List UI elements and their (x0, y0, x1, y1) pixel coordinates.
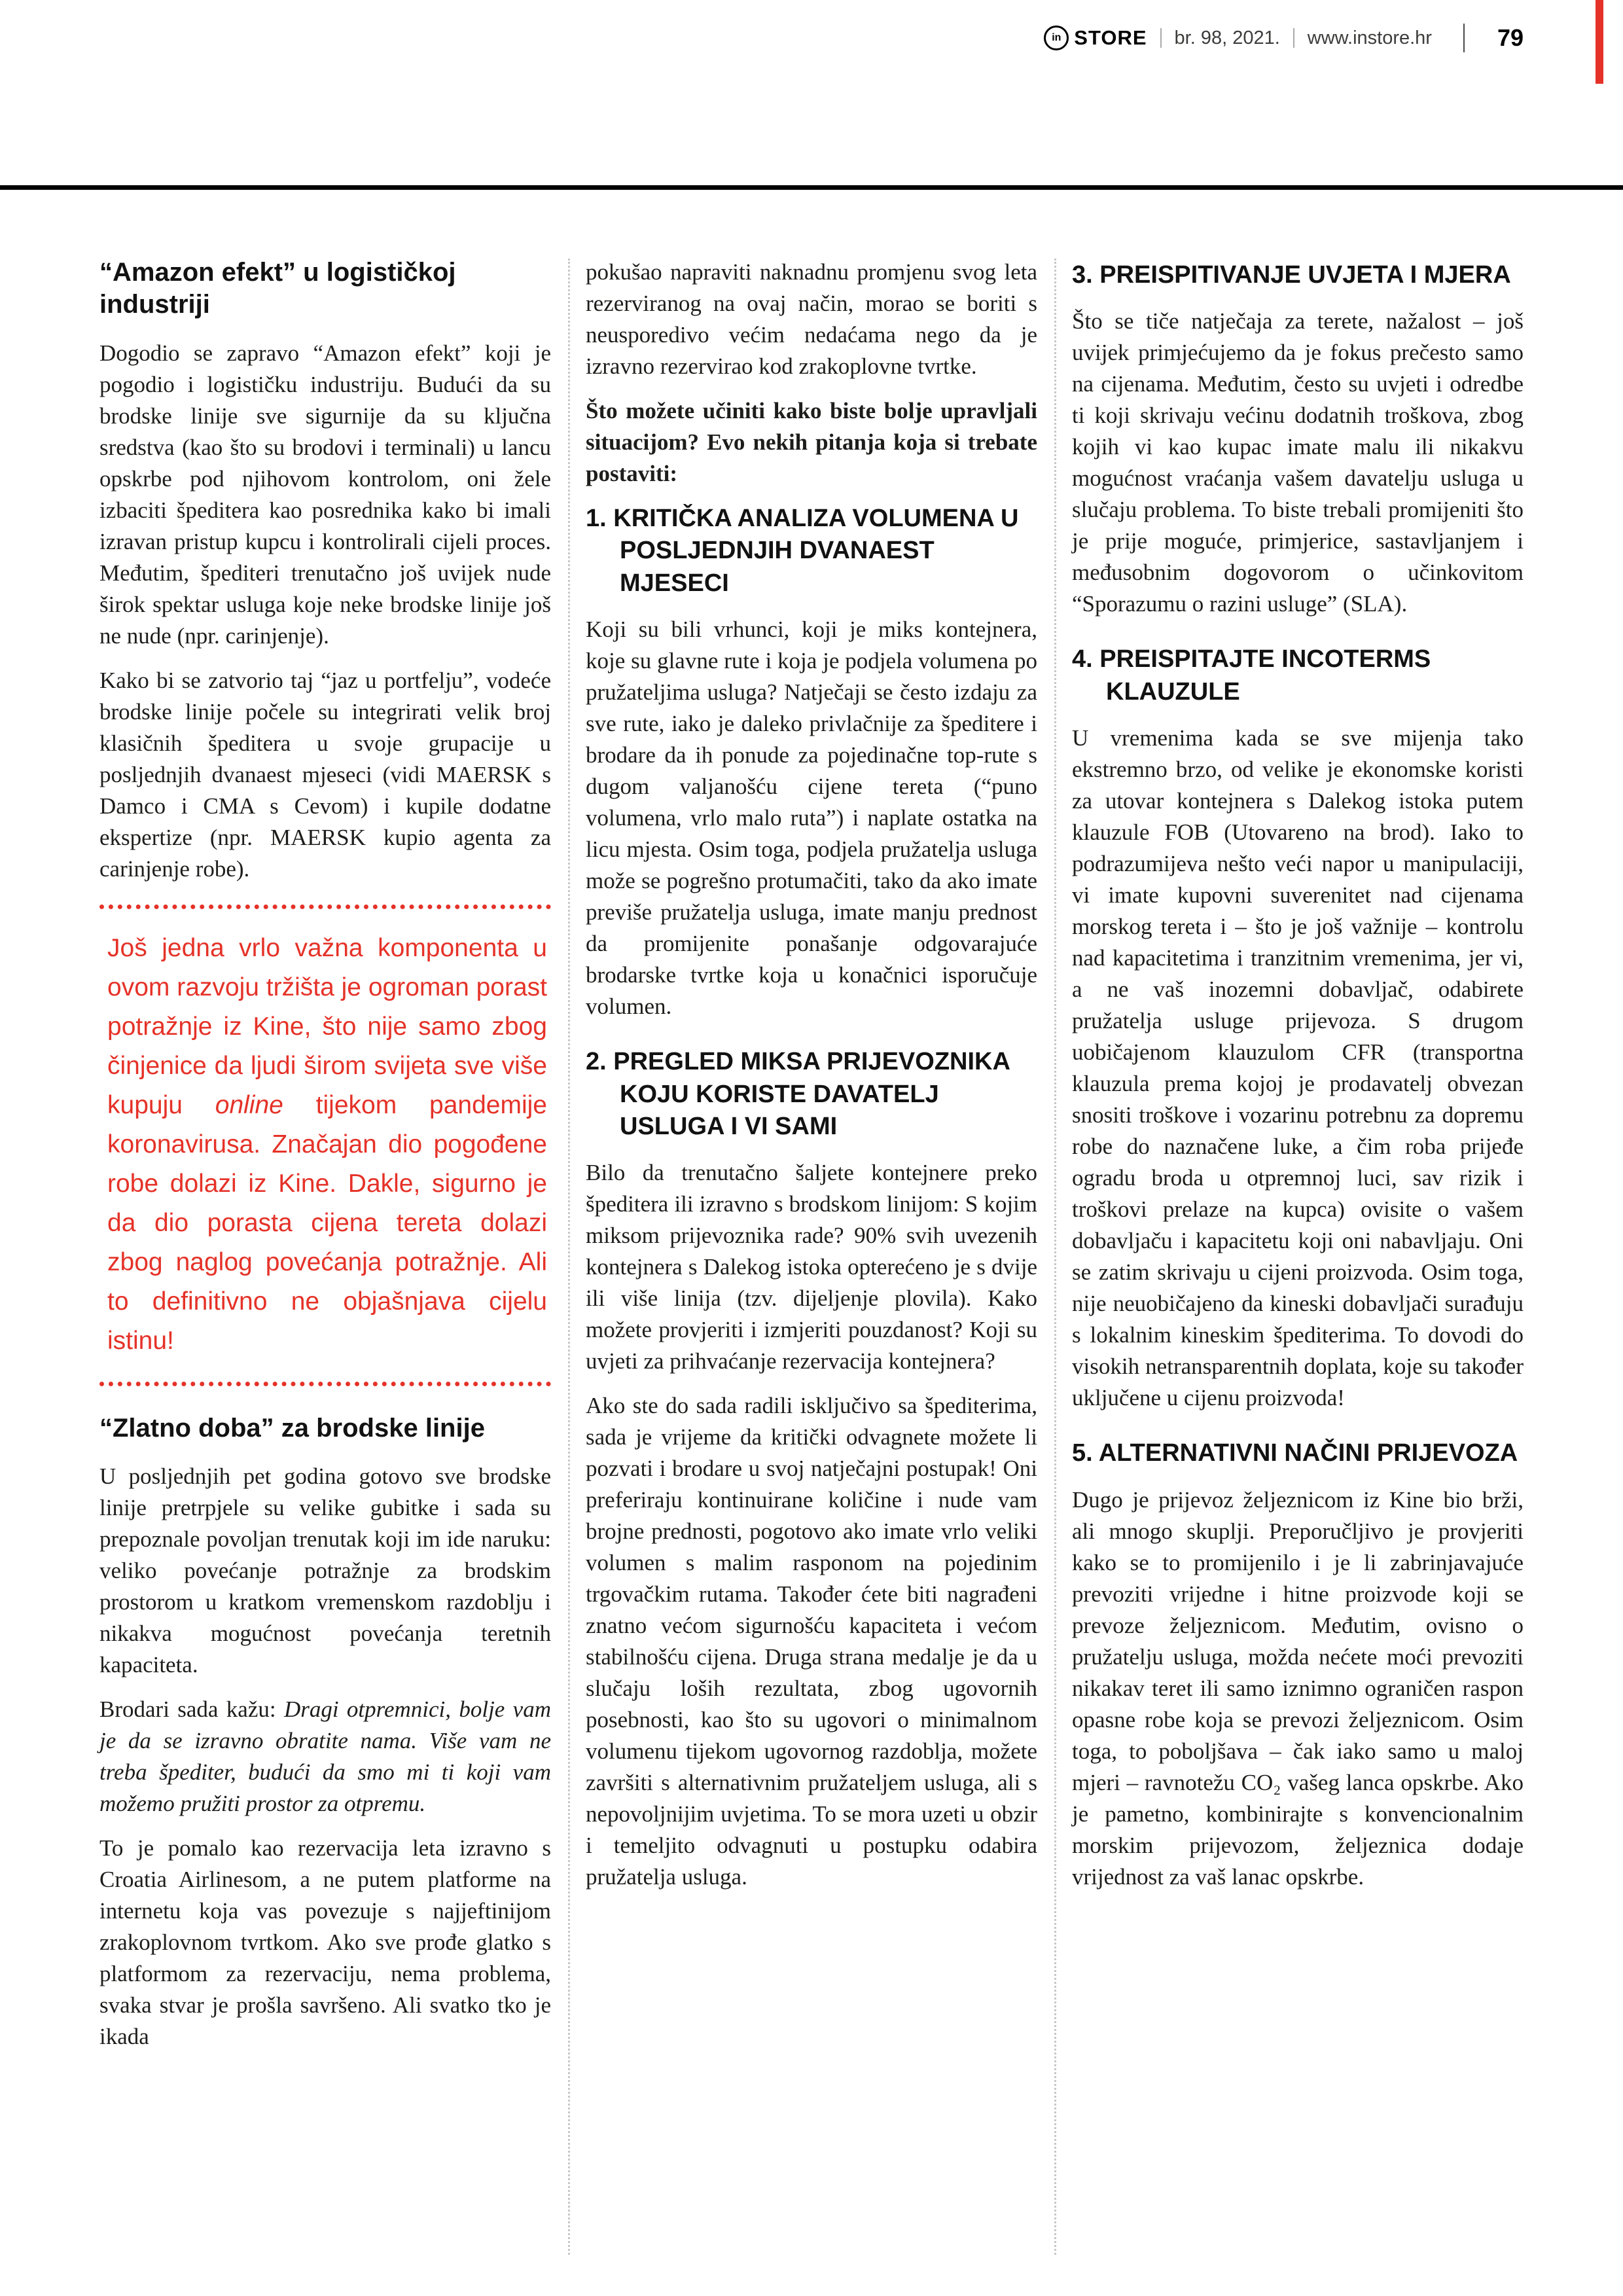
pull-quote-text: tijekom pandemije koronavirusa. Značajan dio pogođene robe dolazi iz Kine. Dakle, sigurno je da dio porasta cijena tereta dolazi zbog naglog povećanja potražnje. Ali to definitivno ne objašnjava cijelu istinu! (107, 1090, 547, 1355)
paragraph: Dogodio se zapravo “Amazon efekt” koji je pogodio i logističku industriju. Budući da su brodske linije sve sigurnije da su ključna sredstva (kao što su brodovi i terminali) u lancu opskrbe pod njihovom kontrolom, oni žele izbaciti špeditera kao posrednika kako bi imali izravan pristup kupcu i kontrolirali cijeli proces. Međutim, špediteri trenutačno još uvijek nude širok spektar usluga koje neke brodske linije još ne nude (npr. carinjenje). (99, 340, 551, 649)
paragraph (99, 1694, 551, 1820)
heading-4-incoterms-klauzule: 4. PREISPITAJTE INCOTERMS KLAUZULE (1072, 645, 1431, 706)
paragraph: U posljednjih pet godina gotovo sve brodske linije pretrpjele su velike gubitke i sada su prepoznale povoljan trenutak koji im ide naruku: veliko povećanje potražnje za brodskim prostorom u kratkom vremenskom razdoblju i nikakva mogućnost povećanja teretnih kapaciteta. (99, 1463, 551, 1678)
header-rule (0, 185, 1623, 190)
brand-name: STORE (1074, 26, 1147, 49)
column-3 (1072, 257, 1524, 2066)
instore-logo-icon: in (1044, 26, 1069, 50)
heading-2-pregled-miksa: 2. PREGLED MIKSA PRIJEVOZNIKA KOJU KORISTE DAVATELJ USLUGA I VI SAMI (586, 1048, 1010, 1140)
article-columns (99, 257, 1524, 2066)
masthead-divider (1160, 28, 1162, 48)
paragraph: Dugo je prijevoz željeznicom iz Kine bio brži, ali mnogo skuplji. Preporučljivo je provjeriti kako se to promijenilo i je li zabrinjavajuće prevoziti vrijedne i hitne proizvode koji se prevoze željeznicom. Međutim, ovisno o pružatelju usluga, možda nećete moći prevoziti nikakav teret ili samo iznimno ograničen raspon opasne robe koja se prevozi željeznicom. Osim toga, to poboljšava – čak iako samo u maloj mjeri – ravnotežu CO₂ vašeg lanca opskrbe. Ako je pametno, kombinirajte s konvencionalnim morskim prijevozom, željeznica dodaje vrijednost za vaš lanac opskrbe. (1072, 1486, 1524, 1890)
pull-quote-text: Još jedna vrlo važna komponenta u ovom razvoju tržišta je ogroman porast potražnje iz Kine, što nije samo zbog činjenice da ljudi širom svijeta sve više kupuju (107, 933, 547, 1119)
column-divider (1054, 259, 1056, 2255)
pull-quote-italic-text: online (215, 1090, 283, 1119)
heading-golden-age: “Zlatno doba” za brodske linije (99, 1413, 485, 1443)
paragraph: Ako ste do sada radili isključivo sa špediterima, sada je vrijeme da kritički odvagnete možete li pozvati i brodare u svoj natječajni postupak! Oni preferiraju kontinuirane količine i nude vam brojne prednosti, pogotovo ako imate vrlo veliki volumen s malim rasponom na pojedinim trgovačkim rutama. Također ćete biti nagrađeni znatno većom sigurnošću kapaciteta i većom stabilnošću cijena. Druga strana medalje je da u slučaju loših rezultata, zbog ugovornih posebnosti, kao što su ugovori o minimalnom volumenu tijekom ugovornog razdoblja, možete završiti s alternativnim pružateljem usluga, ali s nepovoljnijim uvjetima. To se mora uzeti u obzir i temeljito odvagnuti u postupku odabira pružatelja usluga. (586, 1393, 1037, 1890)
masthead (1044, 24, 1524, 52)
heading-amazon-effect: “Amazon efekt” u logističkoj industriji (99, 258, 456, 319)
paragraph-italic-text: Dragi otpremnici, bolje vam je da se izravno obratite nama. Više vam ne treba špediter, budući da smo mi ti koji vam možemo pružiti prostor za otpremu. (99, 1696, 551, 1817)
paragraph: To je pomalo kao rezervacija leta izravno s Croatia Airlinesom, a ne putem platforme na internetu koja vas povezuje s najjeftinijom zrakoplovnom tvrtkom. Ako sve prođe glatko s platformom za rezervaciju, nema problema, svaka stvar je prošla savršeno. Ali svatko tko je ikada (99, 1835, 551, 2050)
paragraph-bold-intro: Što možete učiniti kako biste bolje upravljali situacijom? Evo nekih pitanja koja si trebate postaviti: (586, 398, 1037, 486)
page-number: 79 (1463, 24, 1524, 52)
paragraph-text: Brodari sada kažu: (99, 1696, 284, 1723)
heading-1-kriticka-analiza: 1. KRITIČKA ANALIZA VOLUMENA U POSLJEDNJIH DVANAEST MJESECI (586, 505, 1019, 597)
website-url: www.instore.hr (1307, 27, 1432, 48)
column-divider (568, 259, 570, 2255)
instore-logo (1044, 26, 1147, 50)
heading-5-alternativni-nacini: 5. ALTERNATIVNI NAČINI PRIJEVOZA (1072, 1439, 1518, 1467)
paragraph: U vremenima kada se sve mijenja tako ekstremno brzo, od velike je ekonomske koristi za utovar kontejnera s Dalekog istoka putem klauzule FOB (Utovareno na brod). Iako to podrazumijeva nešto veći napor u manipulaciji, vi imate kupovni suverenitet nad cijenama morskog tereta i – što je još važnije – kontrolu nad kapacitetima i tranzitnim vremenima, jer vi, a ne vaš inozemni dobavljač, odabirete pružatelja usluge prijevoza. S drugom uobičajenom klauzulom CFR (transportna klauzula prema kojoj je prodavatelj obvezan snositi troškove i vozarinu potrebnu za dopremu robe do naznačene luke, a čim roba prijeđe ogradu broda u otpremnoj luci, sav rizik i troškovi prelaze na kupca) ovisite o vašem dobavljaču i kapacitetu koji oni nabavljaju. Oni se zatim skrivaju u cijeni proizvoda. Osim toga, nije neuobičajeno da kineski dobavljači surađuju s lokalnim kineskim špediterima. To dovodi do visokih netransparentnih doplata, koje su također uključene u cijenu proizvoda! (1072, 725, 1524, 1411)
issue-number: br. 98, 2021. (1174, 27, 1280, 48)
paragraph: Koji su bili vrhunci, koji je miks kontejnera, koje su glavne rute i koja je podjela volumena po pružateljima usluga? Natječaji se često izdaju za sve rute, iako je daleko privlačnije za špeditere i brodare da ih ponude za pojedinačne top-rute s dugom valjanošću cijene tereta (“puno volumena, vrlo malo ruta”) i naplate ostatka na licu mjesta. Osim toga, podjela pružatelja usluga može se pogrešno protumačiti, tako da ako imate previše pružatelja usluga, imate manju prednost da promijenite ponašanje odgovarajuće brodarske tvrtke koja u konačnici isporučuje volumen. (586, 617, 1037, 1020)
paragraph: pokušao napraviti naknadnu promjenu svog leta rezerviranog na ovaj način, morao se boriti s neusporedivo većim nedaćama nego da je izravno rezervirao kod zrakoplovne tvrtke. (586, 259, 1037, 379)
paragraph: Bilo da trenutačno šaljete kontejnere preko špeditera ili izravno s brodskom linijom: S kojim miksom prijevoznika rade? 90% svih uvezenih kontejnera s Dalekog istoka opterećeno je s dvije ili više linija (tzv. dijeljenje plovila). Kako možete provjeriti i izmjeriti pouzdanost? Koji su uvjeti za prihvaćanje rezervacija kontejnera? (586, 1160, 1037, 1374)
pull-quote (99, 905, 551, 1386)
paragraph: Kako bi se zatvorio taj “jaz u portfelju”, vodeće brodske linije počele su integrirati velik broj klasičnih špeditera u svoje grupacije u posljednjih dvanaest mjeseci (vidi MAERSK s Damco i CMA s Cevom) i kupile dodatne ekspertize (npr. MAERSK kupio agenta za carinjenje robe). (99, 667, 551, 882)
page-edge-accent-bar (1596, 0, 1603, 84)
column-1 (99, 257, 551, 2066)
paragraph: Što se tiče natječaja za terete, nažalost – još uvijek primjećujemo da je fokus prečesto samo na cijenama. Međutim, često su uvjeti i odredbe ti koji skrivaju većinu dodatnih troškova, zbog kojih vi kao kupac imate malu ili nikakvu mogućnost vraćanja vašem davatelju usluga u slučaju problema. To biste trebali promijeniti što je prije moguće, primjerice, sastavljanjem i međusobnim dogovorom o učinkovitom “Sporazumu o razini usluge” (SLA). (1072, 308, 1524, 617)
column-2 (586, 257, 1037, 2066)
masthead-divider (1293, 28, 1294, 48)
heading-3-preispitivanje-uvjeta: 3. PREISPITIVANJE UVJETA I MJERA (1072, 261, 1511, 289)
